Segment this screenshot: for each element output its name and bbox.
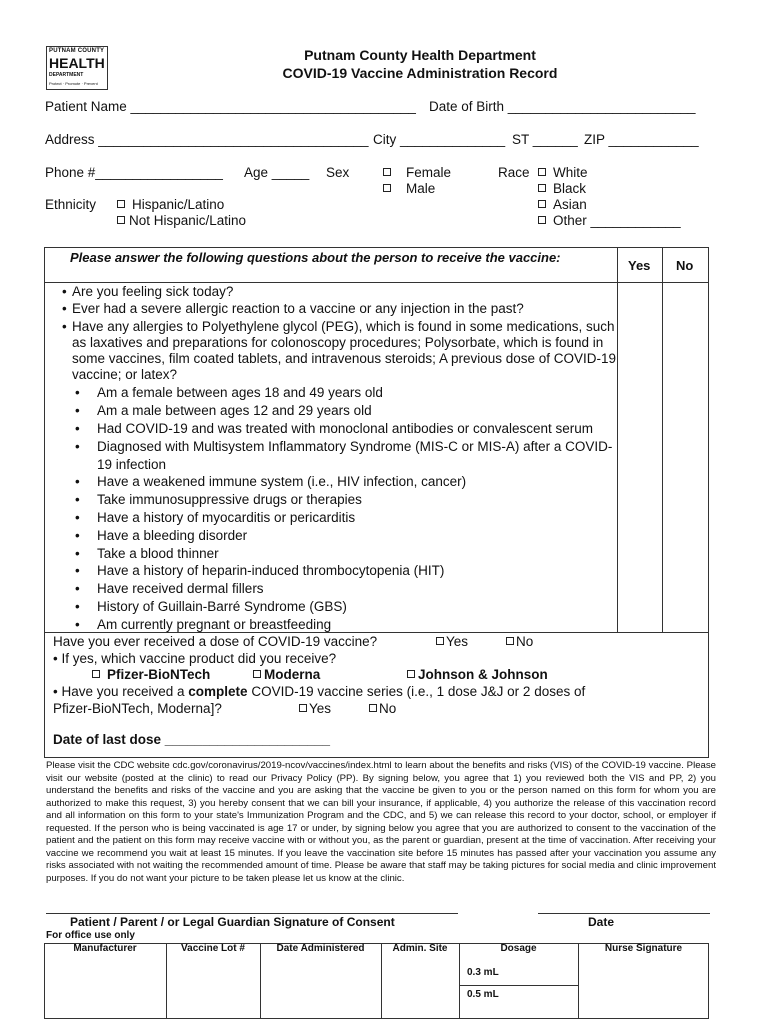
checkbox-icon[interactable] xyxy=(436,637,444,645)
race-label: Race xyxy=(498,165,530,180)
dosage-03ml: 0.3 mL xyxy=(467,967,499,978)
checkbox-icon[interactable] xyxy=(117,200,125,208)
product-pfizer-option[interactable]: Pfizer-BioNTech xyxy=(92,667,210,682)
ethnicity-hispanic-option[interactable]: Hispanic/Latino xyxy=(117,197,224,212)
date-administered-header: Date Administered xyxy=(276,943,365,954)
screening-question: • Have a bleeding disorder xyxy=(75,528,248,543)
race-white-option[interactable]: White xyxy=(538,165,588,180)
received-no-option[interactable]: No xyxy=(506,634,533,649)
state-field[interactable]: ST ______ xyxy=(512,132,578,147)
no-column-header: No xyxy=(676,258,694,273)
checkbox-icon[interactable] xyxy=(369,704,377,712)
signature-line[interactable] xyxy=(46,913,458,914)
nurse-signature-header: Nurse Signature xyxy=(604,943,683,954)
dosage-header: Dosage xyxy=(500,943,537,954)
screening-question: • Am currently pregnant or breastfeeding xyxy=(75,617,332,632)
complete-series-question-line2: Pfizer-BioNTech, Moderna]? xyxy=(53,701,222,716)
product-moderna-option[interactable]: Moderna xyxy=(253,667,320,682)
screening-question: • Take immunosuppressive drugs or therapies xyxy=(75,492,362,507)
question-sick-today: • Are you feeling sick today? xyxy=(62,284,234,299)
sex-label: Sex xyxy=(326,165,350,180)
checkbox-icon[interactable] xyxy=(538,216,546,224)
yes-column-header: Yes xyxy=(628,258,651,273)
phone-field[interactable]: Phone #_________________ xyxy=(45,165,223,180)
dosage-05ml: 0.5 mL xyxy=(467,989,499,1000)
admin-site-header: Admin. Site xyxy=(392,943,448,954)
screening-question: • Had COVID-19 and was treated with monoclonal antibodies or convalescent serum xyxy=(75,421,594,436)
received-covid-vaccine-question: Have you ever received a dose of COVID-19 vaccine? xyxy=(53,634,378,649)
office-col-divider xyxy=(578,943,579,1019)
complete-series-question: • Have you received a complete COVID-19 vaccine series (i.e., 1 dose J&J or 2 doses of xyxy=(53,684,586,699)
address-field[interactable]: Address ____________________________________ xyxy=(45,132,369,147)
ethnicity-label: Ethnicity xyxy=(45,197,97,212)
which-vaccine-question: • If yes, which vaccine product did you receive? xyxy=(53,651,337,666)
no-column-divider xyxy=(662,247,663,632)
screening-question: • Diagnosed with Multisystem Inflammatory Syndrome (MIS-C or MIS-A) after a COVID-19 infection xyxy=(75,439,613,472)
manufacturer-header: Manufacturer xyxy=(73,943,137,954)
checkbox-icon[interactable] xyxy=(92,670,100,678)
screening-question: • Take a blood thinner xyxy=(75,546,219,561)
dosage-row-divider xyxy=(459,985,578,986)
yes-column-divider xyxy=(617,247,618,632)
signature-date-label: Date xyxy=(588,915,615,929)
complete-yes-option[interactable]: Yes xyxy=(299,701,331,716)
office-col-divider xyxy=(166,943,167,1019)
screening-question: • Am a male between ages 12 and 29 years old xyxy=(75,403,372,418)
office-use-table xyxy=(44,943,709,1019)
patient-name-field[interactable]: Patient Name ______________________________________ xyxy=(45,99,416,114)
race-black-option[interactable]: Black xyxy=(538,181,586,196)
office-col-divider xyxy=(260,943,261,1019)
checkbox-icon[interactable] xyxy=(538,200,546,208)
date-of-last-dose-field[interactable]: Date of last dose ______________________ xyxy=(53,732,330,747)
page-title: Putnam County Health Department xyxy=(304,47,536,63)
office-use-label: For office use only xyxy=(46,930,135,941)
checkbox-icon[interactable] xyxy=(299,704,307,712)
screening-question: • History of Guillain-Barré Syndrome (GBS) xyxy=(75,599,347,614)
question-peg-allergy: • Have any allergies to Polyethylene glycol (PEG), which is found in some medications, such as laxatives and preparations for colonoscopy procedures; Polysorbate, which is found in some vaccines, film coated tablets, and intravenous steroids; A previous dose of COVID-19 vaccine; or latex? xyxy=(62,319,617,382)
screening-question: • Have a history of myocarditis or pericarditis xyxy=(75,510,356,525)
checkbox-icon[interactable] xyxy=(253,670,261,678)
question-severe-allergic-reaction: • Ever had a severe allergic reaction to a vaccine or any injection in the past? xyxy=(62,301,524,316)
signature-label: Patient / Parent / or Legal Guardian Signature of Consent xyxy=(70,915,395,929)
page-subtitle: COVID-19 Vaccine Administration Record xyxy=(282,65,558,81)
ethnicity-not-hispanic-option[interactable]: Not Hispanic/Latino xyxy=(117,213,246,228)
consent-paragraph: Please visit the CDC website cdc.gov/coronavirus/2019-ncov/vaccines/index.html to learn about the benefits and risks (VIS) of the COVID-19 vaccine. Please visit our website (posted at the clinic) to read our Privacy Policy (PP). By signing below, you agree that 1) you reviewed both the VIS and PP, 2) you understand the benefits and risks of the vaccine and you are asking that the vaccine be given to you or the person named on this form for whom you are authorized to make this request, 3) you hereby consent that we can bill your insurance, if applicable, 4) you authorize the release of this vaccination record and all information on this form to your state's Immunization Program and the CDC, and 5) we can release this record to your doctor, school, or employer if requested. If the person who is being vaccinated is age 17 or under, by signing below you agree that you are authorized to consent to the vaccination of the patient and the patient on this form may receive vaccine with or without you, as the parent or guardian, present at the time of vaccination. After receiving your vaccine we recommend you wait at least 15 minutes. If you leave the vaccination site before 15 minutes has passed after your vaccination you assume any risks associated with not waiting the recommended amount of time. Please be aware that staff may be taking pictures for social media and clinic improvement purposes. If you do not want your picture to be taken please let us know at the clinic. xyxy=(46,760,716,884)
complete-no-option[interactable]: No xyxy=(369,701,396,716)
table-header-divider xyxy=(44,282,709,283)
date-of-birth-field[interactable]: Date of Birth _________________________ xyxy=(429,99,696,114)
race-other-option[interactable]: Other ____________ xyxy=(538,213,681,228)
health-department-logo: PUTNAM COUNTY HEALTH DEPARTMENT Protect · Promote · Prevent xyxy=(46,46,108,90)
product-jj-option[interactable]: Johnson & Johnson xyxy=(407,667,548,682)
checkbox-icon[interactable] xyxy=(538,184,546,192)
age-field[interactable]: Age _____ xyxy=(244,165,310,180)
checkbox-icon[interactable] xyxy=(117,216,125,224)
race-asian-option[interactable]: Asian xyxy=(538,197,587,212)
vaccine-lot-header: Vaccine Lot # xyxy=(181,943,245,954)
screening-question: • Am a female between ages 18 and 49 years old xyxy=(75,385,383,400)
checkbox-icon[interactable] xyxy=(538,168,546,176)
checkbox-icon[interactable] xyxy=(407,670,415,678)
screening-question: • Have a weakened immune system (i.e., HIV infection, cancer) xyxy=(75,474,467,489)
office-col-divider xyxy=(459,943,460,1019)
checkbox-icon[interactable] xyxy=(383,168,391,176)
zip-field[interactable]: ZIP ____________ xyxy=(584,132,699,147)
office-col-divider xyxy=(381,943,382,1019)
date-signature-line[interactable] xyxy=(538,913,710,914)
screening-question: • Have received dermal fillers xyxy=(75,581,264,596)
screening-question: • Have a history of heparin-induced thrombocytopenia (HIT) xyxy=(75,563,445,578)
sex-female-option[interactable]: Female xyxy=(383,165,451,180)
sex-male-option[interactable]: Male xyxy=(383,181,435,196)
checkbox-icon[interactable] xyxy=(506,637,514,645)
checkbox-icon[interactable] xyxy=(383,184,391,192)
city-field[interactable]: City ______________ xyxy=(373,132,506,147)
questions-header: Please answer the following questions about the person to receive the vaccine: xyxy=(70,250,561,265)
received-yes-option[interactable]: Yes xyxy=(436,634,468,649)
